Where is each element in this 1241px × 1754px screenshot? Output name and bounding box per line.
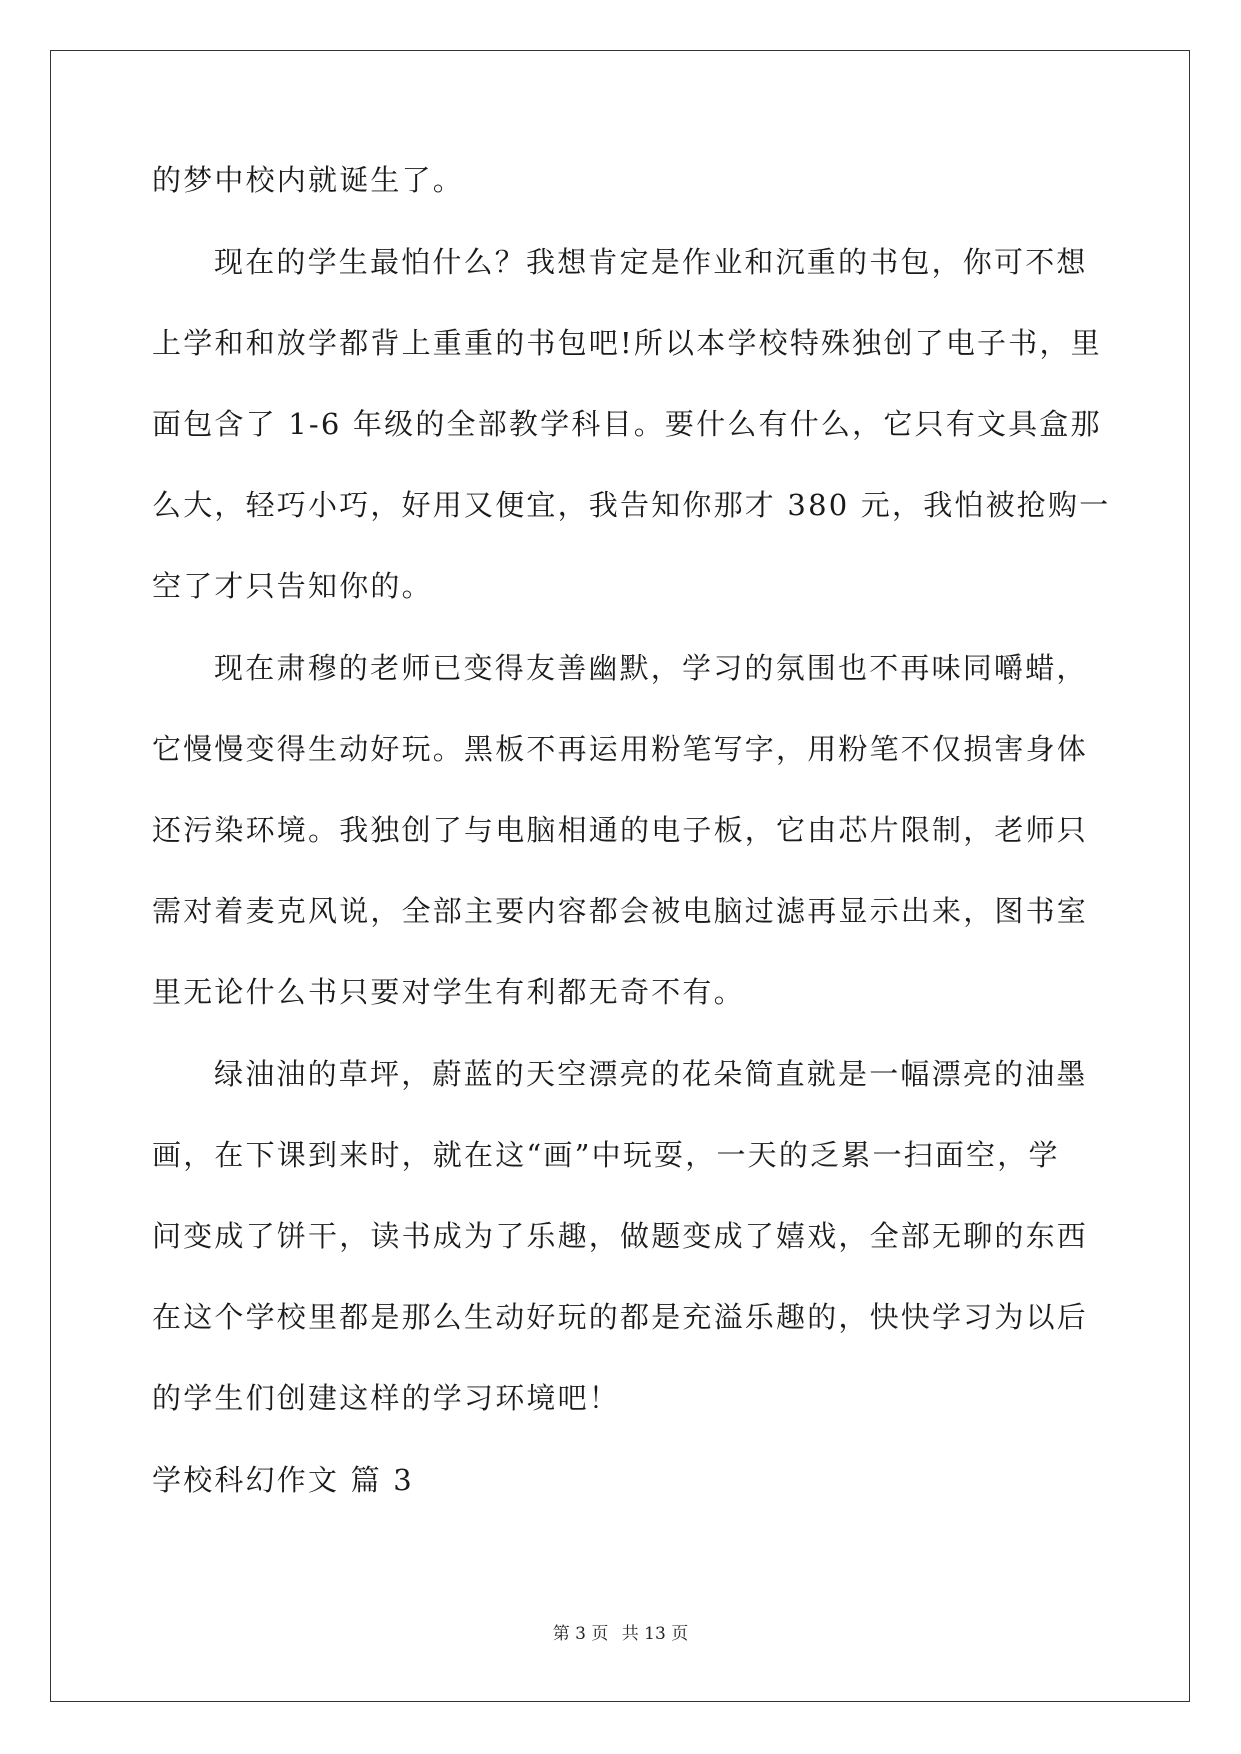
page-number: 第 3 页: [552, 1624, 609, 1644]
text-line: 问变成了饼干，读书成为了乐趣，做题变成了嬉戏，全部无聊的东西: [152, 1219, 1089, 1253]
page-footer: [0, 1622, 1241, 1646]
text-line: 空了才只告知你的。: [152, 569, 433, 603]
paragraph-start-line: 绿油油的草坪，蔚蓝的天空漂亮的花朵简直就是一幅漂亮的油墨: [214, 1057, 1088, 1091]
paragraph-start-line: 现在的学生最怕什么？我想肯定是作业和沉重的书包，你可不想: [214, 245, 1088, 279]
text-line: 在这个学校里都是那么生动好玩的都是充溢乐趣的，快快学习为以后: [152, 1300, 1089, 1334]
text-line: 里无论什么书只要对学生有利都无奇不有。: [152, 975, 745, 1009]
text-line: 它慢慢变得生动好玩。黑板不再运用粉笔写字，用粉笔不仅损害身体: [152, 732, 1089, 766]
text-line: 么大，轻巧小巧，好用又便宜，我告知你那才 380 元，我怕被抢购一: [152, 488, 1111, 522]
section-heading: 学校科幻作文 篇 3: [152, 1463, 414, 1497]
page-total: 共 13 页: [621, 1624, 689, 1644]
text-line: 还污染环境。我独创了与电脑相通的电子板，它由芯片限制，老师只: [152, 813, 1089, 847]
text-line: 上学和和放学都背上重重的书包吧!所以本学校特殊独创了电子书，里: [152, 326, 1102, 360]
text-line: 需对着麦克风说，全部主要内容都会被电脑过滤再显示出来，图书室: [152, 894, 1089, 928]
text-line: 画，在下课到来时，就在这“画”中玩耍，一天的乏累一扫面空，学: [152, 1138, 1060, 1172]
text-line: 的梦中校内就诞生了。: [152, 163, 465, 197]
text-line: 的学生们创建这样的学习环境吧！: [152, 1381, 621, 1415]
page-border: [50, 50, 1190, 1702]
paragraph-start-line: 现在肃穆的老师已变得友善幽默，学习的氛围也不再味同嚼蜡，: [214, 651, 1088, 685]
text-line: 面包含了 1-6 年级的全部教学科目。要什么有什么，它只有文具盒那: [152, 407, 1102, 441]
